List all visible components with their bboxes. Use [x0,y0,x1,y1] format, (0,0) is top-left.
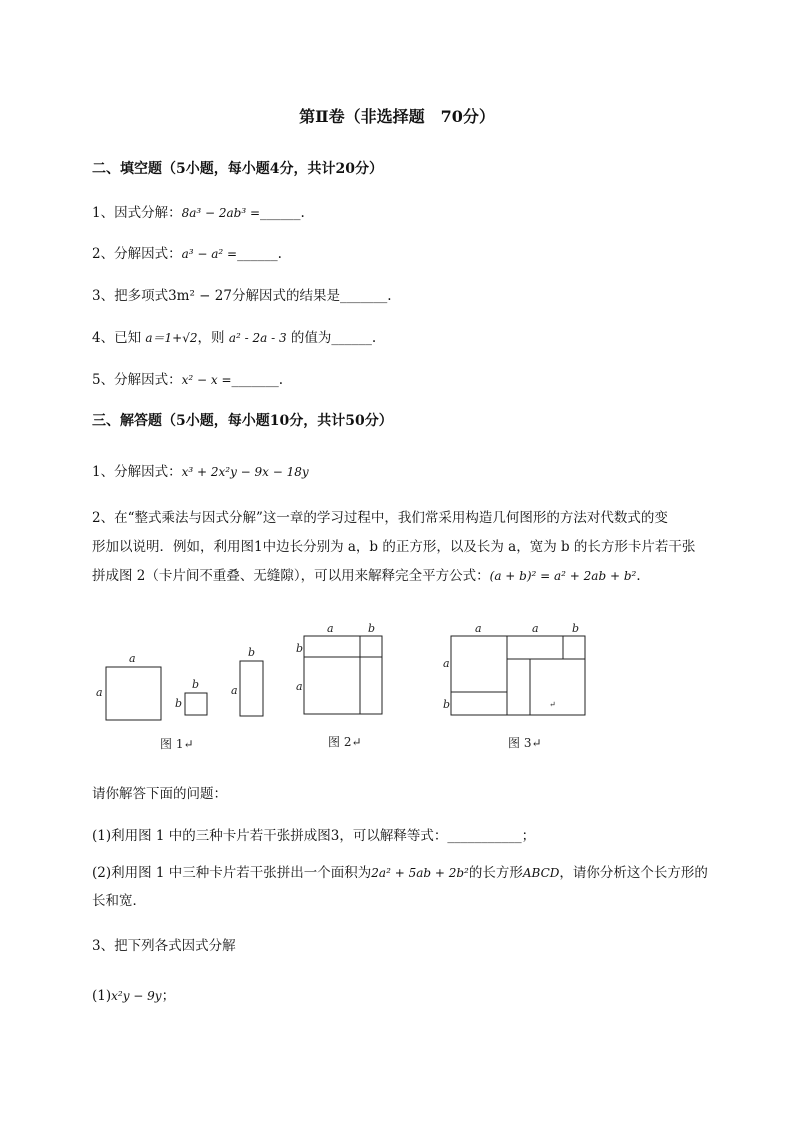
section-heading-solve: 三、解答题（5小题，每小题10分，共计50分） [92,413,393,429]
subquestion-1: (1)利用图 1 中的三种卡片若干张拼成图3，可以解释等式：___________； [92,828,536,844]
math-expression: 8a³ − 2ab³ = [181,206,261,220]
fig1-square-b [185,693,207,715]
subquestion-2-line2: 长和宽． [92,893,146,909]
fig2-outer [304,636,382,714]
rect-name: ABCD [522,866,560,880]
fig2-label-b-top: b [368,622,376,635]
question-3-2-line3: 拼成图 2（卡片间不重叠、无缝隙），可以用来解释完全平方公式：(a + b)² = a² + 2ab + b²． [92,568,650,584]
fig3-outer [451,636,585,715]
question-2-5: 5、分解因式：x² − x =_______. [92,372,284,388]
fig3-label-b-left: b [443,698,451,711]
question-2-1: 1、因式分解：8a³ − 2ab³ =______. [92,205,305,221]
question-3-2 [92,504,742,591]
math-expression: a² - 2a - 3 [228,331,287,345]
math-expression: x² − x = [181,373,232,387]
fig3-label-b-top: b [572,622,580,635]
question-3-3-1: (1)x²y − 9y； [92,988,176,1004]
fig1-label-b-top: b [192,678,200,691]
fig2-label-b-left: b [296,642,304,655]
answer-blank: ______ [237,246,278,262]
prompt-text: 请你解答下面的问题： [92,786,227,802]
answer-blank: ______ [331,330,372,346]
fig3-label-a-left: a [443,657,450,670]
fig1-label-a-rect: a [231,684,238,697]
fig3-return-mark: ↵ [549,700,556,709]
question-3-1: 1、分解因式：x³ + 2x²y − 9x − 18y [92,464,309,480]
question-2-2: 2、分解因式：a³ − a² =______. [92,246,282,262]
math-expression: 2a² + 5ab + 2b² [371,866,469,880]
math-formula: (a + b)² = a² + 2ab + b² [489,569,637,583]
math-expression: x³ + 2x²y − 9x − 18y [181,465,309,479]
question-2-4: 4、已知 a＝1+√2，则 a² - 2a - 3 的值为______. [92,330,377,346]
question-3-3: 3、把下列各式因式分解 [92,938,236,954]
fig2-label-a-top: a [327,622,334,635]
section-heading-fill-in: 二、填空题（5小题，每小题4分，共计20分） [92,161,383,177]
figures-diagram [0,610,794,760]
fig1-caption: 图 1↵ [160,737,194,751]
answer-blank: _______ [231,372,279,388]
fig1-label-a-left: a [96,686,103,699]
fig3-caption: 图 3↵ [508,736,542,750]
math-expression: a³ − a² = [181,247,238,261]
fig1-label-b-left: b [175,697,183,710]
answer-blank: ___________ [447,828,522,844]
math-expression: x²y − 9y [111,989,162,1003]
fig3-label-a-top1: a [475,622,482,635]
fig1-square-a [106,667,161,720]
page-title: 第Ⅱ卷（非选择题 70分） [299,107,495,126]
fig1-rect-ab [240,661,263,716]
question-3-2-line1: 2、在“整式乘法与因式分解”这一章的学习过程中，我们常采用构造几何图形的方法对代数式的变 [92,510,668,526]
fig3-label-a-top2: a [532,622,539,635]
fig1-label-a-top: a [129,652,136,665]
fig2-label-a-left: a [296,680,303,693]
math-given: a＝1+√2 [145,331,198,345]
answer-blank: ______ [260,205,301,221]
question-2-3: 3、把多项式3m² − 27分解因式的结果是_______. [92,288,392,304]
fig1-label-b-rect: b [248,646,256,659]
fig2-caption: 图 2↵ [328,735,362,749]
subquestion-2: (2)利用图 1 中三种卡片若干张拼出一个面积为2a² + 5ab + 2b²的长方形ABCD，请你分析这个长方形的 长和宽． [92,859,742,915]
question-3-2-line2: 形加以说明．例如，利用图1中边长分别为 a，b 的正方形，以及长为 a，宽为 b 的长方形卡片若干张 [92,539,696,555]
answer-blank: _______ [339,288,388,304]
